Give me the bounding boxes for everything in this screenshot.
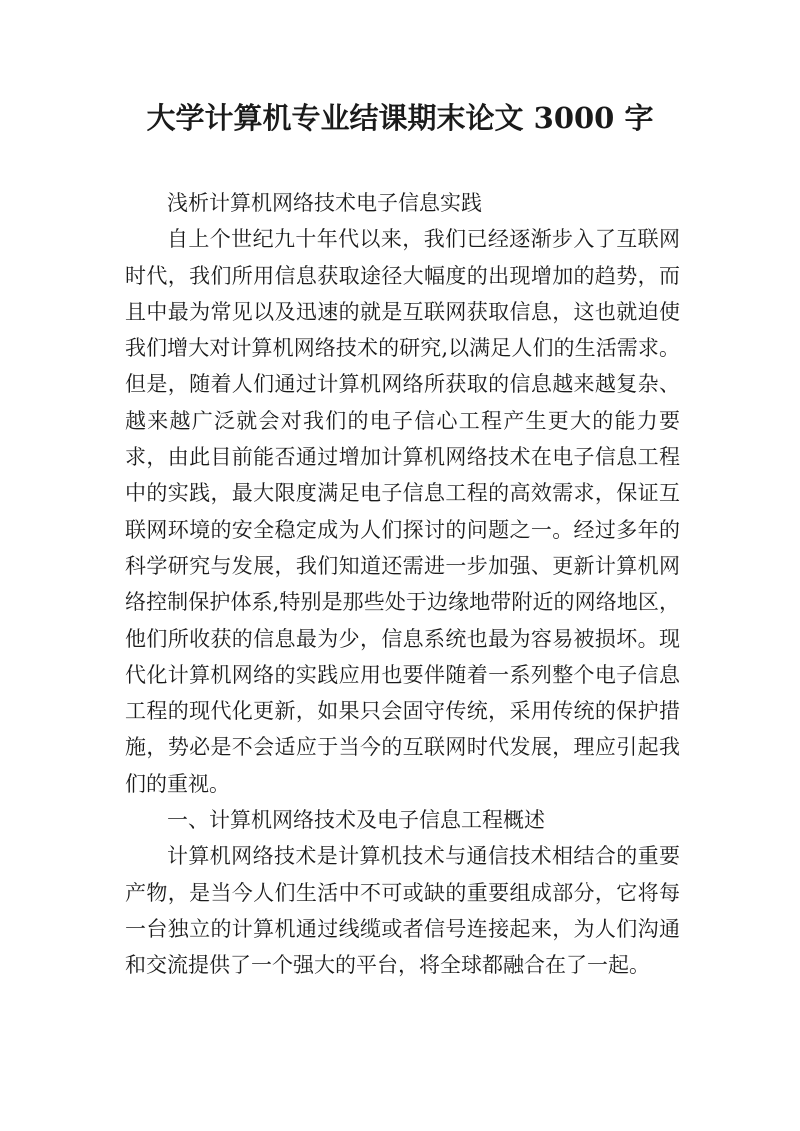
body-paragraph: 自上个世纪九十年代以来，我们已经逐渐步入了互联网时代，我们所用信息获取途径大幅度的出现增加的趋势，而且中最为常见以及迅速的就是互联网获取信息，这也就迫使我们增大对计算机网络技术的研究,以满足人们的生活需求。但是，随着人们通过计算机网络所获取的信息越来越复杂、越来越广泛就会对我们的电子信心工程产生更大的能力要求，由此目前能否通过增加计算机网络技术在电子信息工程中的实践，最大限度满足电子信息工程的高效需求，保证互联网环境的安全稳定成为人们探讨的问题之一。经过多年的科学研究与发展，我们知道还需进一步加强、更新计算机网络控制保护体系,特别是那些处于边缘地带附近的网络地区，他们所收获的信息最为少，信息系统也最为容易被损坏。现代化计算机网络的实践应用也要伴随着一系列整个电子信息工程的现代化更新，如果只会固守传统，采用传统的保护措施，势必是不会适应于当今的互联网时代发展，理应引起我们的重视。: [125, 227, 680, 796]
document-title: 大学计算机专业结课期末论文 3000 字: [146, 101, 654, 135]
document-body: [125, 185, 680, 984]
section-heading-1: 一、计算机网络技术及电子信息工程概述: [167, 808, 545, 833]
body-paragraph: 计算机网络技术是计算机技术与通信技术相结合的重要产物，是当今人们生活中不可或缺的重要组成部分，它将每一台独立的计算机通过线缆或者信号连接起来，为人们沟通和交流提供了一个强大的平台，将全球都融合在了一起。: [125, 844, 680, 978]
section-heading-intro: 浅析计算机网络技术电子信息实践: [167, 191, 482, 215]
